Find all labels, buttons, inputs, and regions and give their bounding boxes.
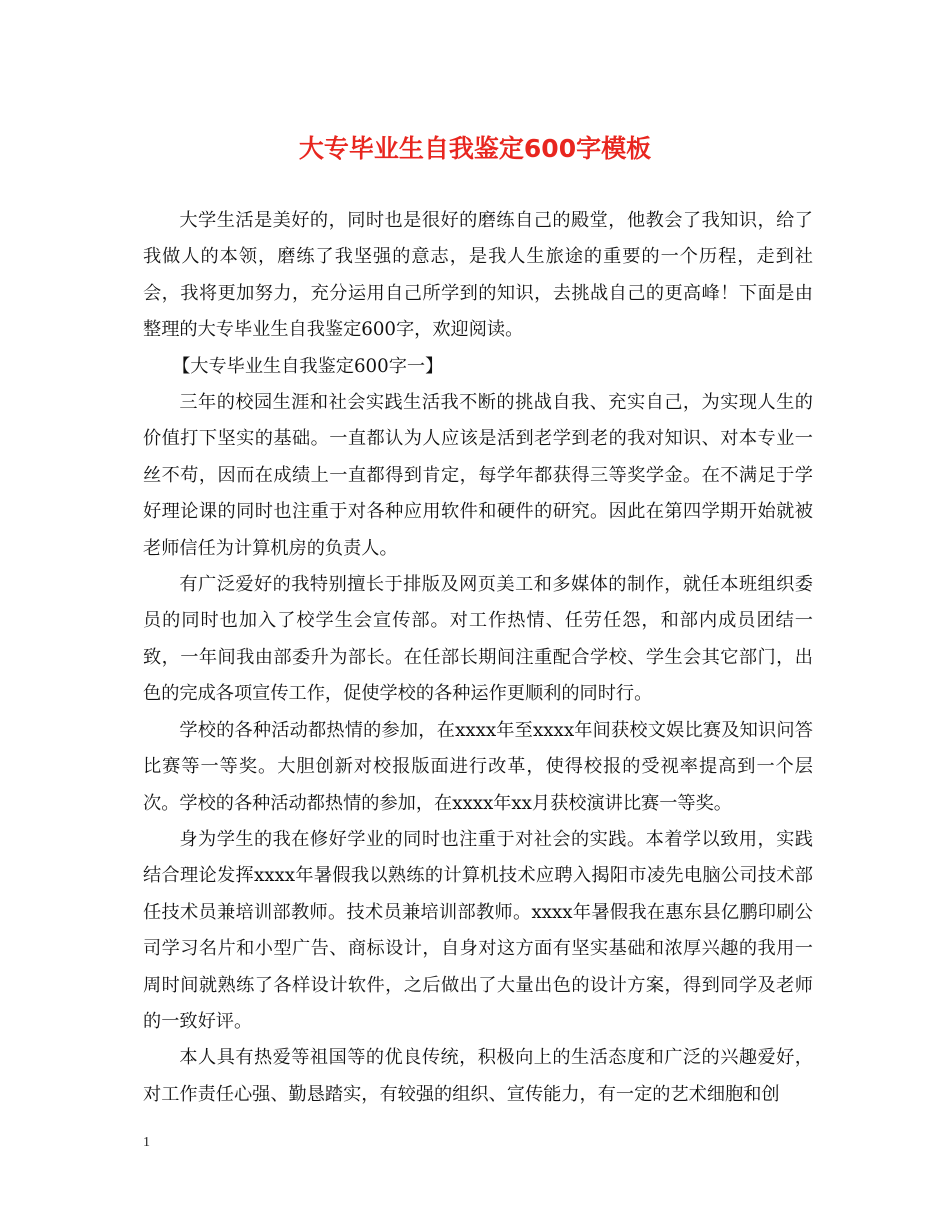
section-heading: 【大专毕业生自我鉴定600字一】 (172, 355, 444, 377)
document-body (143, 203, 813, 1113)
page-number: 1 (143, 1135, 150, 1150)
body-paragraph-5: 本人具有热爱等祖国等的优良传统，积极向上的生活态度和广泛的兴趣爱好，对工作责任心强、勤恳踏实，有较强的组织、宣传能力，有一定的艺术细胞和创 (143, 1047, 813, 1105)
intro-paragraph: 大学生活是美好的，同时也是很好的磨练自己的殿堂，他教会了我知识，给了我做人的本领，磨练了我坚强的意志，是我人生旅途的重要的一个历程，走到社会，我将更加努力，充分运用自己所学到的知识，去挑战自己的更高峰！下面是由整理的大专毕业生自我鉴定600字，欢迎阅读。 (143, 210, 813, 341)
body-paragraph-2: 有广泛爱好的我特别擅长于排版及网页美工和多媒体的制作，就任本班组织委员的同时也加入了校学生会宣传部。对工作热情、任劳任怨，和部内成员团结一致，一年间我由部委升为部长。在任部长期间注重配合学校、学生会其它部门，出色的完成各项宣传工作，促使学校的各种运作更顺利的同时行。 (143, 574, 813, 705)
document-title: 大专毕业生自我鉴定600字模板 (298, 134, 652, 163)
body-paragraph-3: 学校的各种活动都热情的参加，在xxxx年至xxxx年间获校文娱比赛及知识问答比赛等一等奖。大胆创新对校报版面进行改革，使得校报的受视率提高到一个层次。学校的各种活动都热情的参加，在xxxx年xx月获校演讲比赛一等奖。 (143, 719, 813, 814)
body-paragraph-4: 身为学生的我在修好学业的同时也注重于对社会的实践。本着学以致用，实践结合理论发挥xxxx年暑假我以熟练的计算机技术应聘入揭阳市凌先电脑公司技术部任技术员兼培训部教师。技术员兼培训部教师。xxxx年暑假我在惠东县亿鹏印刷公司学习名片和小型广告、商标设计，自身对这方面有坚实基础和浓厚兴趣的我用一周时间就熟练了各样设计软件，之后做出了大量出色的设计方案，得到同学及老师的一致好评。 (143, 828, 813, 1032)
body-paragraph-1: 三年的校园生涯和社会实践生活我不断的挑战自我、充实自己，为实现人生的价值打下坚实的基础。一直都认为人应该是活到老学到老的我对知识、对本专业一丝不苟，因而在成绩上一直都得到肯定，每学年都获得三等奖学金。在不满足于学好理论课的同时也注重于对各种应用软件和硬件的研究。因此在第四学期开始就被老师信任为计算机房的负责人。 (143, 392, 813, 559)
